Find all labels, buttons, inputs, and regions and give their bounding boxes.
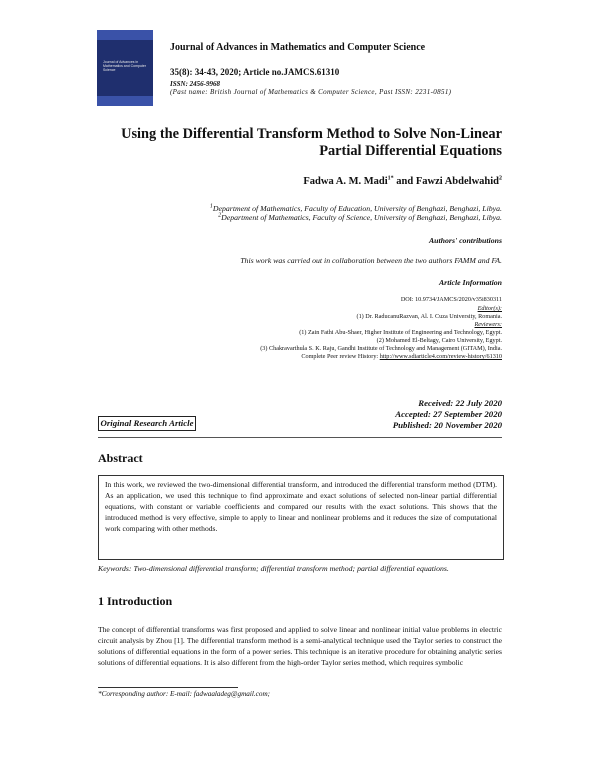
reviewer-2: (2) Mohamed El-Beltagy, Cairo University, Egypt. — [376, 337, 502, 344]
keywords-text: Two-dimensional differential transform; differential transform method; partial differential equations. — [133, 564, 449, 573]
affiliation-2-text: Department of Mathematics, Faculty of Science, University of Benghazi, Benghazi, Libya. — [221, 213, 502, 222]
author-1-marker: 1* — [387, 175, 394, 182]
accepted-date: Accepted: 27 September 2020 — [395, 409, 502, 419]
introduction-text: The concept of differential transforms was first proposed and applied to solve linear and nonlinear initial value problems in electric circuit analysis by Zhou [1]. The differential transform method is a semi-analytical technique used the Taylor series to construct the solutions of differential equations in the form of a power series. This technique is an iterative procedure for obtaining analytic series solutions of differential equations. It is also different from the high-order Taylor series method, which requires symbolic — [98, 625, 502, 667]
reviewer-1: (1) Zain Fathi Abu-Shaer, Higher Institute of Engineering and Technology, Egypt. — [299, 329, 502, 336]
footnote-divider — [98, 687, 238, 688]
affiliation-1-text: Department of Mathematics, Faculty of Education, University of Benghazi, Benghazi, Libya. — [212, 204, 502, 213]
abstract-box — [98, 475, 504, 560]
authors — [303, 176, 502, 187]
citation: 35(8): 34-43, 2020; Article no.JAMCS.61310 — [170, 67, 340, 77]
authors-conjunction: and — [393, 176, 416, 187]
reviewers-heading: Reviewers: — [474, 321, 502, 328]
doi: DOI: 10.9734/JAMCS/2020/v35i830311 — [400, 296, 502, 303]
affiliation-2-marker: 2 — [218, 212, 222, 219]
author-2-marker: 2 — [499, 175, 502, 182]
journal-name: Journal of Advances in Mathematics and Computer Science — [170, 42, 426, 53]
cover-title: Journal of Advances in Mathematics and Computer Science — [103, 60, 146, 72]
keywords — [98, 564, 502, 574]
issn: ISSN: 2456-9968 — [170, 80, 220, 88]
reviewer-3: (3) Chakravarthula S. K. Raju, Gandhi Institute of Technology and Management (GITAM), India. — [260, 345, 502, 352]
review-history-label: Complete Peer review History: — [301, 353, 380, 360]
editors-heading: Editor(s): — [477, 305, 502, 312]
cover-band-bottom — [97, 96, 153, 106]
article-info-heading: Article Information — [438, 278, 502, 287]
keywords-label: Keywords: — [98, 564, 132, 573]
cover-band-top — [97, 30, 153, 40]
introduction-heading: 1 Introduction — [98, 594, 173, 608]
affiliation-1-marker: 1 — [209, 203, 213, 210]
author-2: Fawzi Abdelwahid — [415, 176, 499, 187]
editor-1: (1) Dr. RaducanuRazvan, Al. I. Cuza University, Romania. — [356, 313, 502, 320]
affiliation-1 — [210, 204, 502, 213]
contributions-text: This work was carried out in collaboration between the two authors FAMM and FA. — [240, 256, 502, 265]
received-date: Received: 22 July 2020 — [418, 398, 502, 408]
corresponding-author-footnote: *Corresponding author: E-mail: fadwaaladeg@gmail.com; — [98, 690, 271, 698]
review-history-link[interactable]: http://www.sdiarticle4.com/review-history/61310 — [379, 353, 502, 360]
affiliation-2 — [218, 213, 502, 222]
abstract-heading: Abstract — [98, 451, 143, 465]
author-1: Fadwa A. M. Madi — [303, 176, 388, 187]
article-type-box: Original Research Article — [98, 416, 196, 431]
contributions-heading: Authors' contributions — [428, 236, 502, 245]
header-divider — [98, 437, 502, 438]
paper-title: Using the Differential Transform Method to Solve Non-Linear Partial Differential Equations — [121, 126, 502, 159]
published-date: Published: 20 November 2020 — [392, 420, 502, 430]
review-history — [301, 353, 502, 361]
abstract-text: In this work, we reviewed the two-dimensional differential transform, and introduced the differential transform method (DTM). As an application, we used this technique to find approximate and exact solutions of selected non-linear partial differential equations, with constant or variable coefficients and compared our results with the exact solutions. This shows that the introduced method is very effective, simple to apply to linear and nonlinear problems and it reduces the size of computational work comparing with other methods. — [105, 480, 497, 533]
past-name: (Past name: British Journal of Mathematics & Computer Science, Past ISSN: 2231-0851) — [170, 88, 452, 96]
journal-cover-image — [97, 30, 153, 106]
